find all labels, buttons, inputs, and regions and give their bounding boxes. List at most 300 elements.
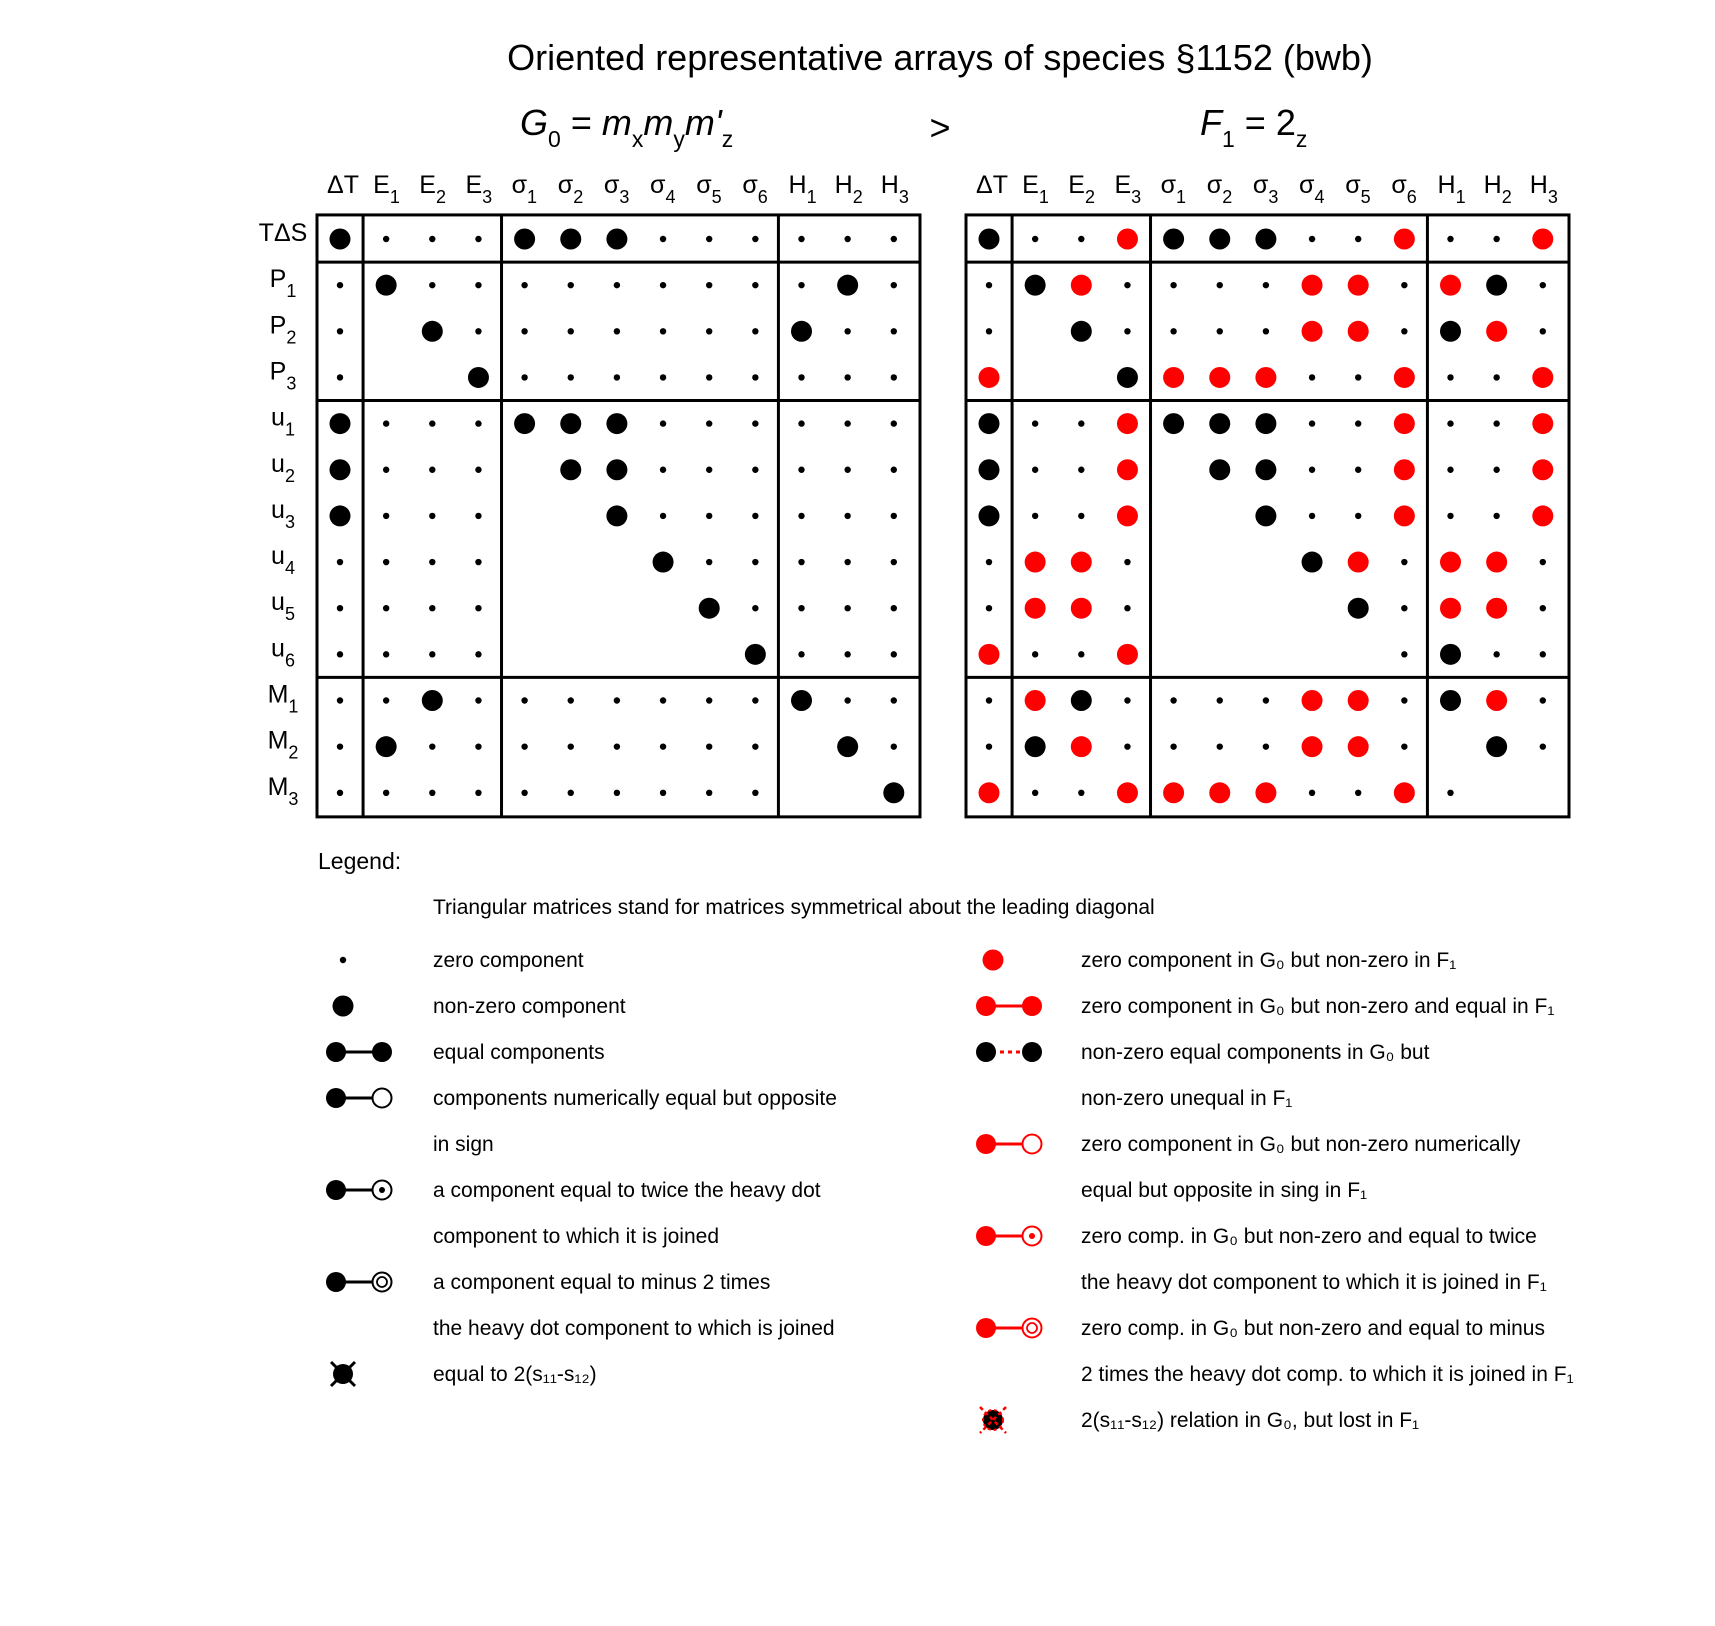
zero-component <box>475 513 481 519</box>
zero-component <box>1447 790 1453 796</box>
zero-component <box>1447 513 1453 519</box>
zero-component <box>1263 743 1269 749</box>
zero-component <box>752 467 758 473</box>
zero-component <box>1493 651 1499 657</box>
non-zero-component <box>376 736 397 757</box>
new-non-zero-component <box>979 782 1000 803</box>
zero-component <box>475 467 481 473</box>
zero-component <box>798 605 804 611</box>
legend-text: zero component <box>433 949 584 972</box>
zero-component <box>1355 374 1361 380</box>
zero-component <box>383 236 389 242</box>
new-non-zero-component <box>1117 229 1138 250</box>
zero-component <box>752 282 758 288</box>
zero-component <box>1401 743 1407 749</box>
zero-component <box>1124 743 1130 749</box>
zero-component <box>1170 743 1176 749</box>
legend-item-left-6 <box>331 1362 597 1386</box>
zero-component <box>337 328 343 334</box>
legend-symbol-opposite <box>326 1088 392 1108</box>
zero-component <box>1124 605 1130 611</box>
new-non-zero-component <box>1302 321 1323 342</box>
right-group-sub: 1 <box>1222 126 1235 152</box>
zero-component <box>1493 236 1499 242</box>
zero-component <box>1540 697 1546 703</box>
legend-text: non-zero equal components in G₀ but <box>1081 1041 1430 1064</box>
new-non-zero-component <box>1348 690 1369 711</box>
non-zero-component <box>1255 229 1276 250</box>
legend-symbol-lost-x <box>980 1407 1006 1433</box>
row-label-0: TΔS <box>258 219 308 247</box>
non-zero-component <box>606 413 627 434</box>
new-non-zero-component <box>1440 598 1461 619</box>
zero-component <box>429 651 435 657</box>
non-zero-component <box>560 413 581 434</box>
zero-component <box>429 467 435 473</box>
zero-component <box>1355 420 1361 426</box>
zero-component <box>383 467 389 473</box>
zero-component <box>798 236 804 242</box>
new-non-zero-component <box>1071 598 1092 619</box>
zero-component <box>1309 420 1315 426</box>
zero-component <box>706 697 712 703</box>
zero-component <box>337 697 343 703</box>
right-group-rhs-sub: z <box>1295 126 1308 152</box>
new-non-zero-component <box>1209 367 1230 388</box>
zero-component <box>1263 282 1269 288</box>
new-non-zero-component <box>1117 459 1138 480</box>
non-zero-component <box>330 459 351 480</box>
zero-component <box>429 790 435 796</box>
legend-text: components numerically equal but opposite <box>433 1087 837 1110</box>
zero-component <box>1540 282 1546 288</box>
zero-component <box>706 467 712 473</box>
new-non-zero-component <box>1071 552 1092 573</box>
legend-symbol-small-dot <box>340 957 346 963</box>
zero-component <box>798 282 804 288</box>
legend-item-right-5 <box>976 1317 1574 1386</box>
column-header-3: $E_3$ <box>465 171 493 207</box>
non-zero-component <box>330 413 351 434</box>
zero-component <box>383 559 389 565</box>
zero-component <box>752 790 758 796</box>
legend-text: zero component in G₀ but non-zero numerically <box>1081 1133 1521 1156</box>
zero-component <box>798 513 804 519</box>
left-group-rhs-sub-2: y <box>673 126 685 152</box>
zero-component <box>1540 605 1546 611</box>
zero-component <box>891 605 897 611</box>
zero-component <box>429 743 435 749</box>
non-zero-component <box>514 413 535 434</box>
zero-component <box>1540 743 1546 749</box>
zero-component <box>1078 420 1084 426</box>
column-header-5: $\sigma_2$ <box>1206 171 1233 207</box>
legend-heading: Legend: <box>318 848 402 874</box>
zero-component <box>429 559 435 565</box>
zero-component <box>1401 328 1407 334</box>
zero-component <box>891 743 897 749</box>
non-zero-component <box>1440 690 1461 711</box>
new-non-zero-component <box>1440 552 1461 573</box>
new-non-zero-component <box>1532 505 1553 526</box>
non-zero-component <box>422 321 443 342</box>
svg-text:F1 = 2z: $F_1 = 2_z$ <box>1200 102 1308 152</box>
zero-component <box>752 328 758 334</box>
zero-component <box>337 559 343 565</box>
column-header-3: $E_3$ <box>1114 171 1142 207</box>
legend-item-right-3 <box>976 1133 1521 1202</box>
legend-text: zero comp. in G₀ but non-zero and equal to minus <box>1081 1317 1545 1340</box>
row-label-9: $u_6$ <box>271 634 295 671</box>
zero-component <box>1309 513 1315 519</box>
new-non-zero-component <box>1117 413 1138 434</box>
new-non-zero-component <box>1163 782 1184 803</box>
zero-component <box>337 790 343 796</box>
legend-symbol-twice <box>326 1180 392 1200</box>
column-header-7: $\sigma_4$ <box>1299 171 1325 207</box>
legend-symbol-red-twice <box>976 1226 1042 1246</box>
zero-component <box>475 236 481 242</box>
zero-component <box>475 328 481 334</box>
zero-component <box>1263 328 1269 334</box>
zero-component <box>798 374 804 380</box>
zero-component <box>706 374 712 380</box>
zero-component <box>1217 282 1223 288</box>
column-header-6: $\sigma_3$ <box>1252 171 1279 207</box>
zero-component <box>798 651 804 657</box>
zero-component <box>844 374 850 380</box>
legend-symbol-big-dot <box>333 996 354 1017</box>
non-zero-component <box>1440 644 1461 665</box>
legend-text: 2 times the heavy dot comp. to which it is joined in F₁ <box>1081 1363 1574 1386</box>
non-zero-component <box>979 413 1000 434</box>
zero-component <box>844 513 850 519</box>
left-group-base: G <box>520 102 549 143</box>
zero-component <box>568 374 574 380</box>
new-non-zero-component <box>1348 736 1369 757</box>
zero-component <box>1493 467 1499 473</box>
new-non-zero-component <box>1394 782 1415 803</box>
zero-component <box>475 559 481 565</box>
non-zero-component <box>837 275 858 296</box>
zero-component <box>660 790 666 796</box>
zero-component <box>1401 697 1407 703</box>
zero-component <box>614 743 620 749</box>
legend-item-left-0 <box>340 949 584 972</box>
zero-component <box>1078 651 1084 657</box>
new-non-zero-component <box>1532 413 1553 434</box>
legend-text: in sign <box>433 1133 494 1156</box>
zero-component <box>1540 328 1546 334</box>
zero-component <box>891 559 897 565</box>
zero-component <box>521 790 527 796</box>
left-group-rhs-1: m <box>601 102 632 143</box>
column-header-1: $E_1$ <box>373 171 400 207</box>
legend-item-right-1 <box>976 995 1554 1018</box>
zero-component <box>891 467 897 473</box>
zero-component <box>1124 328 1130 334</box>
zero-component <box>1309 374 1315 380</box>
non-zero-component <box>1302 552 1323 573</box>
zero-component <box>752 236 758 242</box>
non-zero-component <box>1025 275 1046 296</box>
zero-component <box>1401 605 1407 611</box>
zero-component <box>475 651 481 657</box>
zero-component <box>1447 236 1453 242</box>
zero-component <box>337 282 343 288</box>
left-group-rhs-sub-1: x <box>631 126 644 152</box>
non-zero-component <box>837 736 858 757</box>
column-header-6: $\sigma_3$ <box>603 171 630 207</box>
svg-text:G0 = mxmym'z: $G_0 = m_xm_ym'_z$ <box>520 102 734 152</box>
new-non-zero-component <box>1394 505 1415 526</box>
new-non-zero-component <box>1348 275 1369 296</box>
zero-component <box>1355 790 1361 796</box>
zero-component <box>521 743 527 749</box>
zero-component <box>1493 374 1499 380</box>
zero-component <box>752 374 758 380</box>
zero-component <box>1124 697 1130 703</box>
non-zero-component <box>883 782 904 803</box>
zero-component <box>383 605 389 611</box>
non-zero-component <box>1486 275 1507 296</box>
new-non-zero-component <box>1532 367 1553 388</box>
zero-component <box>798 467 804 473</box>
zero-component <box>752 605 758 611</box>
new-non-zero-component <box>1117 505 1138 526</box>
left-group-heading <box>520 102 733 152</box>
non-zero-component <box>514 229 535 250</box>
non-zero-component <box>560 459 581 480</box>
column-header-12: $H_3$ <box>1529 171 1558 207</box>
legend-text: the heavy dot component to which is joined <box>433 1317 835 1340</box>
zero-component <box>429 513 435 519</box>
zero-component <box>891 374 897 380</box>
column-header-0: ΔT <box>976 171 1008 199</box>
zero-component <box>383 420 389 426</box>
zero-component <box>521 328 527 334</box>
zero-component <box>614 374 620 380</box>
legend-symbol-dotted-equal <box>976 1042 1042 1062</box>
new-non-zero-component <box>1117 644 1138 665</box>
zero-component <box>844 605 850 611</box>
new-non-zero-component <box>1025 552 1046 573</box>
legend-item-left-1 <box>333 995 626 1018</box>
legend-item-right-4 <box>976 1225 1547 1294</box>
zero-component <box>1355 467 1361 473</box>
non-zero-component <box>791 321 812 342</box>
non-zero-component <box>1486 736 1507 757</box>
new-non-zero-component <box>1302 690 1323 711</box>
zero-component <box>1309 236 1315 242</box>
zero-component <box>475 605 481 611</box>
legend-text: zero component in G₀ but non-zero in F₁ <box>1081 949 1457 972</box>
non-zero-component <box>1209 413 1230 434</box>
non-zero-component <box>1163 229 1184 250</box>
zero-component <box>1355 513 1361 519</box>
comparator: > <box>929 107 951 148</box>
zero-component <box>986 697 992 703</box>
new-non-zero-component <box>1255 367 1276 388</box>
zero-component <box>986 328 992 334</box>
zero-component <box>752 697 758 703</box>
legend-text: 2(s₁₁-s₁₂) relation in G₀, but lost in F₁ <box>1081 1409 1420 1432</box>
row-label-8: $u_5$ <box>271 588 295 625</box>
row-label-4: $u_1$ <box>271 403 295 440</box>
legend-text: non-zero component <box>433 995 626 1018</box>
legend-text: zero comp. in G₀ but non-zero and equal to twice <box>1081 1225 1537 1248</box>
zero-component <box>383 651 389 657</box>
new-non-zero-component <box>1302 736 1323 757</box>
non-zero-component <box>1255 505 1276 526</box>
zero-component <box>337 605 343 611</box>
legend-text: component to which it is joined <box>433 1225 719 1248</box>
column-header-8: $\sigma_5$ <box>696 171 722 207</box>
zero-component <box>614 328 620 334</box>
zero-component <box>752 420 758 426</box>
new-non-zero-component <box>979 644 1000 665</box>
zero-component <box>660 236 666 242</box>
legend-symbol-red-minus2 <box>976 1318 1042 1338</box>
zero-component <box>1032 467 1038 473</box>
column-header-11: $H_2$ <box>834 171 863 207</box>
column-header-8: $\sigma_5$ <box>1345 171 1371 207</box>
legend-symbol-minus2 <box>326 1272 392 1292</box>
zero-component <box>660 420 666 426</box>
zero-component <box>1170 282 1176 288</box>
zero-component <box>475 697 481 703</box>
zero-component <box>614 790 620 796</box>
zero-component <box>706 513 712 519</box>
right-group-heading <box>1200 102 1307 152</box>
zero-component <box>1078 236 1084 242</box>
column-header-2: $E_2$ <box>1068 171 1096 207</box>
zero-component <box>660 282 666 288</box>
zero-component <box>844 236 850 242</box>
legend-symbol-x-dot <box>331 1362 355 1386</box>
legend <box>318 848 1574 1433</box>
new-non-zero-component <box>1394 413 1415 434</box>
zero-component <box>475 282 481 288</box>
new-non-zero-component <box>1394 367 1415 388</box>
row-label-12: $M_3$ <box>267 772 299 809</box>
column-header-4: $\sigma_1$ <box>1160 171 1187 207</box>
zero-component <box>1447 467 1453 473</box>
new-non-zero-component <box>1302 275 1323 296</box>
new-non-zero-component <box>1209 782 1230 803</box>
row-label-1: $P_1$ <box>269 265 297 302</box>
non-zero-component <box>1440 321 1461 342</box>
column-header-7: $\sigma_4$ <box>650 171 676 207</box>
row-label-5: $u_2$ <box>271 449 295 486</box>
new-non-zero-component <box>1394 459 1415 480</box>
non-zero-component <box>1163 413 1184 434</box>
zero-component <box>1493 420 1499 426</box>
new-non-zero-component <box>1532 229 1553 250</box>
zero-component <box>706 420 712 426</box>
legend-text: equal but opposite in sing in F₁ <box>1081 1179 1368 1202</box>
zero-component <box>568 282 574 288</box>
new-non-zero-component <box>1071 275 1092 296</box>
zero-component <box>752 559 758 565</box>
non-zero-component <box>791 690 812 711</box>
legend-item-left-4 <box>326 1179 821 1248</box>
non-zero-component <box>653 552 674 573</box>
legend-item-right-0 <box>983 949 1457 972</box>
zero-component <box>1078 513 1084 519</box>
zero-component <box>660 697 666 703</box>
zero-component <box>1355 236 1361 242</box>
zero-component <box>706 328 712 334</box>
zero-component <box>752 513 758 519</box>
page-title: Oriented representative arrays of species §1152 (bwb) <box>507 37 1373 78</box>
non-zero-component <box>606 229 627 250</box>
column-header-0: ΔT <box>327 171 359 199</box>
zero-component <box>521 374 527 380</box>
new-non-zero-component <box>1255 782 1276 803</box>
legend-text: equal components <box>433 1041 605 1064</box>
new-non-zero-component <box>1025 690 1046 711</box>
zero-component <box>706 559 712 565</box>
non-zero-component <box>1071 690 1092 711</box>
zero-component <box>844 420 850 426</box>
legend-text: zero component in G₀ but non-zero and equal in F₁ <box>1081 995 1555 1018</box>
zero-component <box>891 282 897 288</box>
zero-component <box>475 743 481 749</box>
row-label-10: $M_1$ <box>267 680 299 717</box>
zero-component <box>383 697 389 703</box>
column-header-10: $H_1$ <box>1437 171 1466 207</box>
non-zero-component <box>1025 736 1046 757</box>
zero-component <box>614 697 620 703</box>
zero-component <box>660 328 666 334</box>
zero-component <box>891 328 897 334</box>
zero-component <box>1078 790 1084 796</box>
zero-component <box>798 420 804 426</box>
zero-component <box>568 328 574 334</box>
column-header-5: $\sigma_2$ <box>557 171 584 207</box>
new-non-zero-component <box>1486 690 1507 711</box>
zero-component <box>1032 513 1038 519</box>
non-zero-component <box>979 505 1000 526</box>
legend-text: a component equal to minus 2 times <box>433 1271 771 1294</box>
left-group-rhs-2: m <box>643 102 674 143</box>
zero-component <box>1170 697 1176 703</box>
column-header-12: $H_3$ <box>880 171 909 207</box>
column-header-2: $E_2$ <box>419 171 447 207</box>
zero-component <box>383 790 389 796</box>
row-label-7: $u_4$ <box>271 542 295 579</box>
zero-component <box>337 743 343 749</box>
legend-symbol-red-opposite <box>976 1134 1042 1154</box>
zero-component <box>1170 328 1176 334</box>
matrix-g0 <box>317 171 920 817</box>
zero-component <box>891 420 897 426</box>
column-header-9: $\sigma_6$ <box>742 171 768 207</box>
legend-symbol-equal <box>326 1042 392 1062</box>
zero-component <box>986 605 992 611</box>
zero-component <box>568 790 574 796</box>
new-non-zero-component <box>1348 552 1369 573</box>
non-zero-component <box>699 598 720 619</box>
legend-text: the heavy dot component to which it is joined in F₁ <box>1081 1271 1547 1294</box>
zero-component <box>1401 559 1407 565</box>
legend-item-left-3 <box>326 1087 837 1156</box>
zero-component <box>844 328 850 334</box>
zero-component <box>891 513 897 519</box>
left-group-rhs-3: m' <box>684 102 722 143</box>
zero-component <box>475 790 481 796</box>
